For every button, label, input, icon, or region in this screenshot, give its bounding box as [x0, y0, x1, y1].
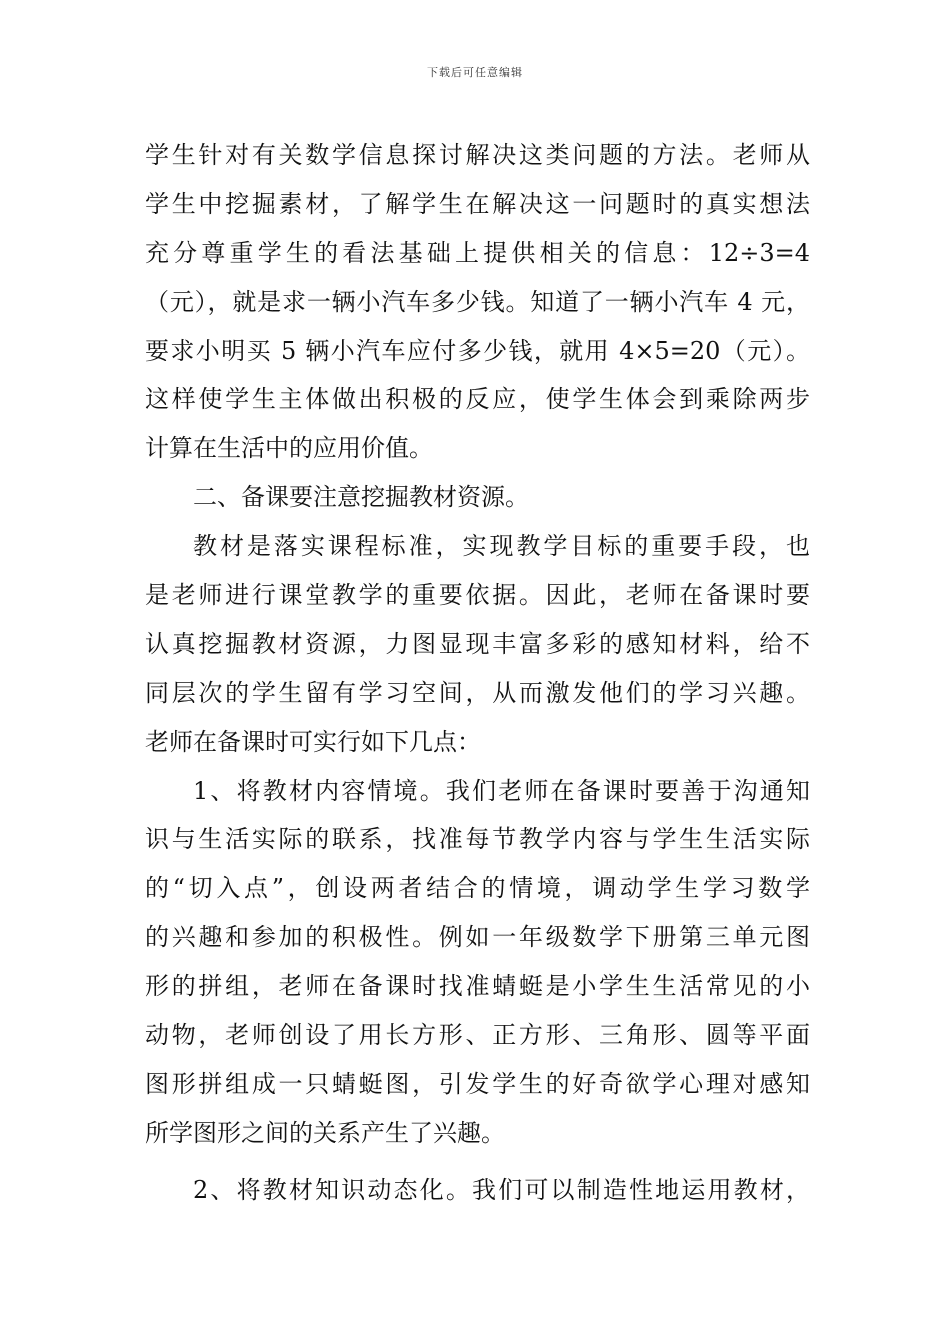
paragraph: [145, 131, 810, 473]
section-heading: [145, 473, 810, 522]
text-line: 所学图形之间的关系产生了兴趣。: [145, 1118, 505, 1147]
text-line: 动物，老师创设了用长方形、正方形、三角形、圆等平面: [145, 1021, 810, 1050]
text-line: 同层次的学生留有学习空间，从而激发他们的学习兴趣。: [145, 678, 810, 707]
text-line: 这样使学生主体做出积极的反应，使学生体会到乘除两步: [145, 385, 810, 414]
text-line: 识与生活实际的联系，找准每节教学内容与学生生活实际: [145, 825, 810, 854]
document-body: [145, 131, 810, 1215]
text-line: 老师在备课时可实行如下几点：: [145, 727, 481, 756]
text-line: 计算在生活中的应用价值。: [145, 434, 433, 463]
text-line: 1、将教材内容情境。我们老师在备课时要善于沟通知: [193, 776, 810, 805]
text-line: 学生中挖掘素材，了解学生在解决这一问题时的真实想法: [145, 189, 810, 218]
paragraph: [145, 522, 810, 766]
text-line: 要求小明买 5 辆小汽车应付多少钱，就用 4×5=20（元）。: [145, 336, 810, 365]
text-line: 的“切入点”，创设两者结合的情境，调动学生学习数学: [145, 874, 810, 903]
text-line: 二、备课要注意挖掘教材资源。: [193, 483, 529, 512]
text-line: 图形拼组成一只蜻蜓图，引发学生的好奇欲学心理对感知: [145, 1069, 810, 1098]
text-line: （元），就是求一辆小汽车多少钱。知道了一辆小汽车 4 元，: [145, 287, 810, 316]
paragraph: [145, 1166, 810, 1215]
paragraph-gap: [145, 1158, 810, 1166]
text-line: 是老师进行课堂教学的重要依据。因此，老师在备课时要: [145, 581, 810, 610]
text-line: 学生针对有关数学信息探讨解决这类问题的方法。老师从: [145, 141, 810, 169]
text-line: 形的拼组，老师在备课时找准蜻蜓是小学生生活常见的小: [145, 972, 810, 1001]
text-line: 充分尊重学生的看法基础上提供相关的信息：12÷3=4: [145, 238, 810, 267]
text-line: 认真挖掘教材资源，力图显现丰富多彩的感知材料，给不: [145, 629, 810, 658]
text-line: 的兴趣和参加的积极性。例如一年级数学下册第三单元图: [145, 923, 810, 952]
text-line: 教材是落实课程标准，实现教学目标的重要手段，也: [193, 532, 810, 561]
page-header: 下载后可任意编辑: [427, 66, 523, 79]
text-line: 2、将教材知识动态化。我们可以制造性地运用教材，: [193, 1175, 810, 1204]
paragraph: [145, 767, 810, 1158]
